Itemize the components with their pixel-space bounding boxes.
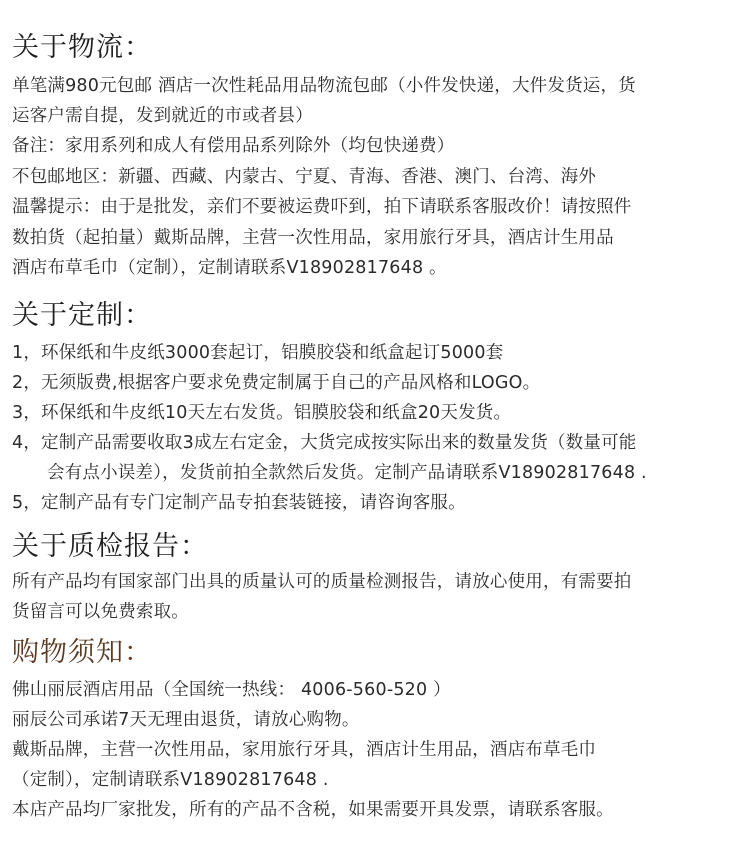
logistics-line-4: 不包邮地区：新疆、西藏、内蒙古、宁夏、青海、香港、澳门、台湾、海外 xyxy=(12,167,597,187)
shopping-line-2: 丽辰公司承诺7天无理由退货，请放心购物。 xyxy=(12,710,360,730)
custom-line-1: 1，环保纸和牛皮纸3000套起订，铝膜胶袋和纸盒起订5000套 xyxy=(12,343,504,363)
logistics-line-1: 单笔满980元包邮 酒店一次性耗品用品物流包邮（小件发快递，大件发货运，货 xyxy=(12,76,636,96)
quality-line-1: 所有产品均有国家部门出具的质量认可的质量检测报告，请放心使用，有需要拍 xyxy=(12,572,632,592)
logistics-line-7: 酒店布草毛巾（定制），定制请联系V18902817648 。 xyxy=(12,258,447,278)
shopping-line-3: 戴斯品牌，主营一次性用品，家用旅行牙具，酒店计生用品，酒店布草毛巾 xyxy=(12,740,597,760)
custom-line-3: 3，环保纸和牛皮纸10天左右发货。铝膜胶袋和纸盒20天发货。 xyxy=(12,403,512,423)
custom-line-5: 会有点小误差），发货前拍全款然后发货。定制产品请联系V18902817648 . xyxy=(47,463,647,483)
logistics-line-2: 运客户需自提，发到就近的市或者县） xyxy=(12,106,313,126)
quality-line-2: 货留言可以免费索取。 xyxy=(12,602,189,622)
shopping-line-1: 佛山丽辰酒店用品（全国统一热线： 4006-560-520 ） xyxy=(12,680,451,700)
quality-title: 关于质检报告： xyxy=(12,531,208,562)
logistics-line-5: 温馨提示：由于是批发，亲们不要被运费吓到，拍下请联系客服改价！请按照件 xyxy=(12,197,632,217)
shopping-line-5: 本店产品均厂家批发，所有的产品不含税，如果需要开具发票，请联系客服。 xyxy=(12,800,614,820)
logistics-title: 关于物流： xyxy=(12,32,152,63)
logistics-line-3: 备注：家用系列和成人有偿用品系列除外（均包快递费） xyxy=(12,136,455,156)
custom-line-6: 5，定制产品有专门定制产品专拍套装链接，请咨询客服。 xyxy=(12,493,466,513)
logistics-line-6: 数拍货（起拍量）戴斯品牌，主营一次性用品，家用旅行牙具，酒店计生用品 xyxy=(12,228,614,248)
custom-line-4: 4，定制产品需要收取3成左右定金，大货完成按实际出来的数量发货（数量可能 xyxy=(12,433,637,453)
custom-line-2: 2，无须版费,根据客户要求免费定制属于自己的产品风格和LOGO。 xyxy=(12,373,541,393)
shopping-title: 购物须知： xyxy=(12,637,152,668)
custom-title: 关于定制： xyxy=(12,300,152,331)
shopping-line-4: （定制），定制请联系V18902817648 . xyxy=(12,770,329,790)
